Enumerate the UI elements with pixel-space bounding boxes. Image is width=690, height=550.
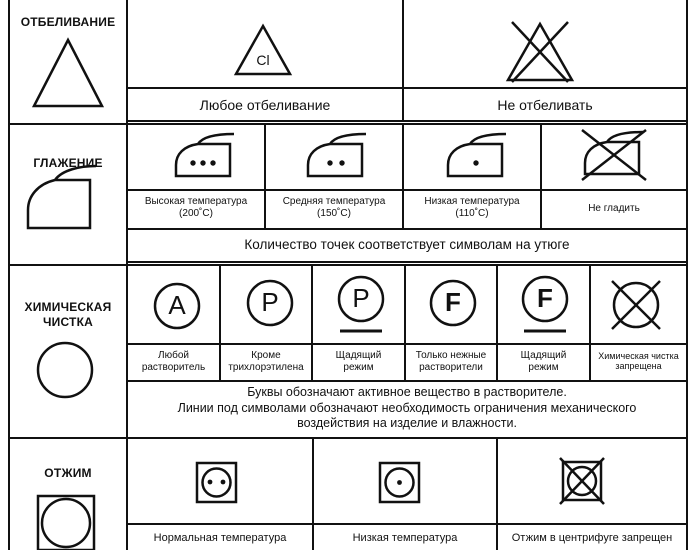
- no-dryclean-icon: [612, 281, 660, 329]
- label-iron-low: [403, 196, 541, 219]
- letter-p: P: [261, 287, 279, 317]
- label-line: Средняя температура: [282, 196, 386, 207]
- label-gentle-p: [312, 350, 405, 373]
- label-line: Только нежные: [415, 350, 487, 361]
- drycleaning-note: [127, 385, 687, 432]
- iron-medium-icon: [308, 134, 366, 176]
- label-gentle-f: [497, 350, 590, 373]
- label-line: (200˚C): [179, 207, 213, 219]
- label-spin-normal: Нормальная температура: [153, 532, 287, 544]
- label-line: (150˚C): [317, 207, 351, 219]
- letter-f-gentle: F: [537, 283, 553, 313]
- label-spin-low: Низкая температура: [352, 532, 458, 544]
- label-line: Любой: [158, 350, 189, 361]
- label-line: запрещена: [615, 361, 662, 372]
- label-iron-medium: [265, 196, 403, 219]
- label-line: растворитель: [141, 361, 206, 373]
- section-title-drycleaning-1: ХИМИЧЕСКАЯ: [24, 300, 112, 314]
- no-bleach-icon: [508, 22, 572, 82]
- ironing-note: Количество точек соответствует символам на утюге: [244, 237, 570, 252]
- letter-f: F: [445, 287, 461, 317]
- section-title-spinning: ОТЖИМ: [44, 466, 92, 480]
- section-title-ironing: ГЛАЖЕНИЕ: [33, 156, 103, 170]
- label-any-solvent: [127, 350, 220, 373]
- no-iron-icon: [582, 130, 646, 180]
- label-line: растворители: [419, 361, 483, 373]
- spin-normal-icon: [197, 463, 236, 502]
- label-line: Кроме: [251, 350, 281, 361]
- note-line: Линии под символами обозначают необходимость ограничения механического: [177, 400, 637, 415]
- note-line: воздействия на изделие и влажности.: [297, 416, 517, 431]
- label-line: трихлорэтилена: [228, 361, 304, 373]
- iron-large-icon: [28, 166, 96, 228]
- label-no-bleach: Не отбеливать: [497, 97, 593, 113]
- label-iron-high: [127, 196, 265, 219]
- label-no-iron: Не гладить: [588, 203, 640, 214]
- iron-low-icon: [448, 134, 506, 176]
- iron-high-icon: [176, 134, 234, 176]
- label-line: режим: [528, 361, 559, 373]
- drycleaning-large-icon: [38, 343, 92, 397]
- label-line: Низкая температура: [424, 196, 520, 207]
- label-line: Химическая чистка: [598, 351, 679, 361]
- no-spin-icon: [560, 458, 604, 504]
- chlorine-letters: Cl: [256, 52, 270, 68]
- label-except-trichloroethylene: [220, 350, 312, 373]
- spin-large-icon: [38, 496, 94, 550]
- label-line: режим: [343, 361, 374, 373]
- label-gentle-solvents: [405, 350, 497, 373]
- label-line: Высокая температура: [144, 196, 248, 207]
- label-any-bleach: Любое отбеливание: [199, 97, 331, 113]
- label-no-drycleaning: [590, 351, 687, 372]
- label-line: Щадящий: [520, 350, 567, 361]
- label-line: Щадящий: [335, 350, 382, 361]
- section-title-bleaching: ОТБЕЛИВАНИЕ: [20, 15, 116, 29]
- note-line: Буквы обозначают активное вещество в растворителе.: [247, 385, 567, 399]
- section-title-drycleaning-2: ЧИСТКА: [43, 315, 93, 329]
- label-no-spin: Отжим в центрифуге запрещен: [511, 532, 673, 544]
- letter-p-gentle: P: [352, 283, 370, 313]
- label-line: (110˚C): [455, 207, 489, 219]
- bleach-triangle-icon: [34, 40, 102, 106]
- letter-a: A: [168, 290, 186, 320]
